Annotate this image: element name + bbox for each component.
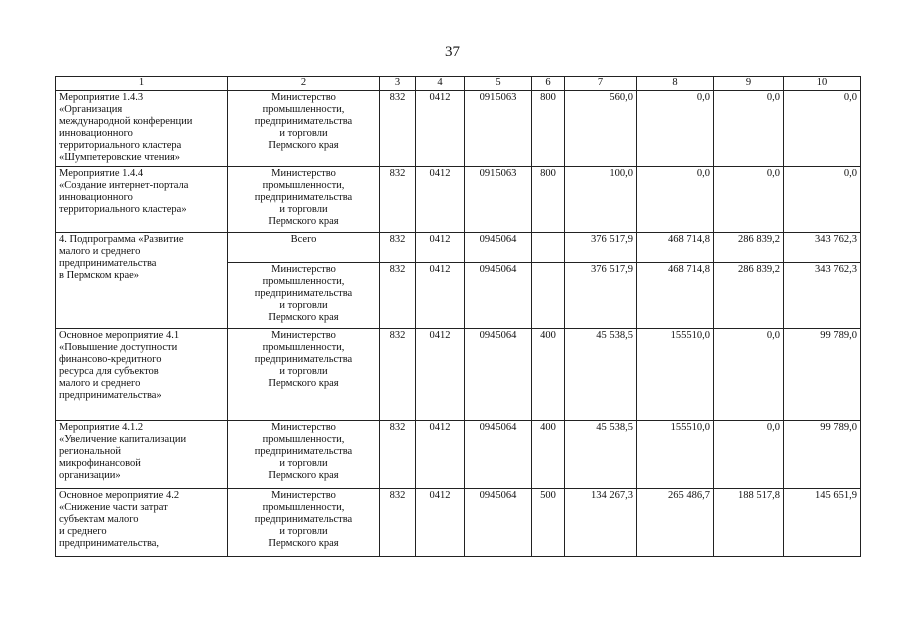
row-executor-cell	[228, 167, 380, 233]
row-name-cell	[56, 489, 228, 557]
header-cell: 9	[714, 77, 784, 91]
table-row	[56, 421, 861, 489]
row-value-col8: 155510,0	[637, 421, 714, 489]
row-code-section: 0412	[416, 489, 465, 557]
header-cell: 10	[784, 77, 861, 91]
header-cell: 6	[532, 77, 565, 91]
row-executor-cell	[228, 489, 380, 557]
row-executor: Министерство промышленности, предпринимательства и торговли Пермского края	[254, 490, 353, 549]
row-value-col10: 343 762,3	[784, 263, 861, 329]
row-code-grbs: 832	[380, 167, 416, 233]
row-value-col8: 265 486,7	[637, 489, 714, 557]
row-code-grbs: 832	[380, 91, 416, 167]
row-executor-cell	[228, 233, 380, 263]
table-row	[56, 233, 861, 263]
row-executor: Министерство промышленности, предпринимательства и торговли Пермского края	[254, 92, 353, 151]
row-code-type: 400	[532, 421, 565, 489]
row-value-col10: 0,0	[784, 167, 861, 233]
row-value-col9: 0,0	[714, 329, 784, 421]
row-name: Основное мероприятие 4.2 «Снижение части затрат субъектам малого и среднего предпринимательства,	[59, 490, 180, 549]
row-code-section: 0412	[416, 91, 465, 167]
row-value-col7: 100,0	[565, 167, 637, 233]
row-value-col10: 145 651,9	[784, 489, 861, 557]
header-cell: 7	[565, 77, 637, 91]
row-code-section: 0412	[416, 167, 465, 233]
row-code-grbs: 832	[380, 263, 416, 329]
row-value-col9: 0,0	[714, 421, 784, 489]
table-row	[56, 167, 861, 233]
row-code-grbs: 832	[380, 421, 416, 489]
row-executor-cell	[228, 421, 380, 489]
row-name: Основное мероприятие 4.1 «Повышение доступности финансово-кредитного ресурса для субъектов малого и среднего предпринимательства»	[59, 330, 180, 401]
row-value-col8: 155510,0	[637, 329, 714, 421]
row-code-section: 0412	[416, 233, 465, 263]
row-executor: Министерство промышленности, предпринимательства и торговли Пермского края	[254, 330, 353, 389]
row-value-col9: 0,0	[714, 167, 784, 233]
row-code-type: 800	[532, 91, 565, 167]
row-value-col8: 0,0	[637, 91, 714, 167]
row-code-target: 0945064	[465, 233, 532, 263]
row-name-cell	[56, 329, 228, 421]
header-cell: 8	[637, 77, 714, 91]
header-cell: 5	[465, 77, 532, 91]
row-value-col7: 376 517,9	[565, 263, 637, 329]
row-value-col9: 286 839,2	[714, 233, 784, 263]
row-code-target: 0945064	[465, 263, 532, 329]
header-cell: 1	[56, 77, 228, 91]
row-code-type: 500	[532, 489, 565, 557]
row-executor-cell	[228, 329, 380, 421]
row-executor: Министерство промышленности, предпринимательства и торговли Пермского края	[254, 422, 353, 481]
row-code-target: 0915063	[465, 167, 532, 233]
row-code-section: 0412	[416, 421, 465, 489]
row-executor-cell	[228, 91, 380, 167]
row-value-col8: 0,0	[637, 167, 714, 233]
row-value-col7: 45 538,5	[565, 421, 637, 489]
row-executor: Министерство промышленности, предпринимательства и торговли Пермского края	[254, 168, 353, 227]
row-code-target: 0945064	[465, 329, 532, 421]
row-name: Мероприятие 1.4.3 «Организация международной конференции инновационного территориального кластера «Шумпетеровские чтения»	[59, 92, 193, 163]
budget-table	[55, 76, 861, 557]
row-code-type: 800	[532, 167, 565, 233]
row-name-cell	[56, 167, 228, 233]
row-value-col10: 343 762,3	[784, 233, 861, 263]
row-code-grbs: 832	[380, 329, 416, 421]
table-row	[56, 91, 861, 167]
row-value-col9: 286 839,2	[714, 263, 784, 329]
row-value-col10: 0,0	[784, 91, 861, 167]
row-name: Мероприятие 1.4.4 «Создание интернет-портала инновационного территориального кластера»	[59, 168, 189, 215]
row-name-cell	[56, 233, 228, 329]
row-code-grbs: 832	[380, 233, 416, 263]
row-name-cell	[56, 421, 228, 489]
row-code-type: 400	[532, 329, 565, 421]
row-value-col7: 560,0	[565, 91, 637, 167]
row-value-col7: 134 267,3	[565, 489, 637, 557]
row-value-col8: 468 714,8	[637, 263, 714, 329]
row-executor-cell	[228, 263, 380, 329]
row-executor: Всего	[290, 234, 317, 245]
row-executor: Министерство промышленности, предпринимательства и торговли Пермского края	[254, 264, 353, 323]
row-name-cell	[56, 91, 228, 167]
table-row	[56, 489, 861, 557]
row-code-target: 0945064	[465, 489, 532, 557]
row-value-col7: 45 538,5	[565, 329, 637, 421]
header-cell: 4	[416, 77, 465, 91]
table-row	[56, 329, 861, 421]
row-value-col7: 376 517,9	[565, 233, 637, 263]
row-code-grbs: 832	[380, 489, 416, 557]
row-code-type	[532, 263, 565, 329]
row-code-target: 0915063	[465, 91, 532, 167]
header-cell: 3	[380, 77, 416, 91]
row-value-col9: 188 517,8	[714, 489, 784, 557]
row-value-col10: 99 789,0	[784, 329, 861, 421]
row-value-col10: 99 789,0	[784, 421, 861, 489]
row-code-section: 0412	[416, 329, 465, 421]
page-number: 37	[445, 44, 460, 60]
header-cell: 2	[228, 77, 380, 91]
row-code-section: 0412	[416, 263, 465, 329]
row-code-type	[532, 233, 565, 263]
row-value-col9: 0,0	[714, 91, 784, 167]
row-name: 4. Подпрограмма «Развитие малого и среднего предпринимательства в Пермском крае»	[59, 234, 184, 281]
row-value-col8: 468 714,8	[637, 233, 714, 263]
header-row	[56, 77, 861, 91]
row-code-target: 0945064	[465, 421, 532, 489]
row-name: Мероприятие 4.1.2 «Увеличение капитализации региональной микрофинансовой организации»	[59, 422, 187, 481]
